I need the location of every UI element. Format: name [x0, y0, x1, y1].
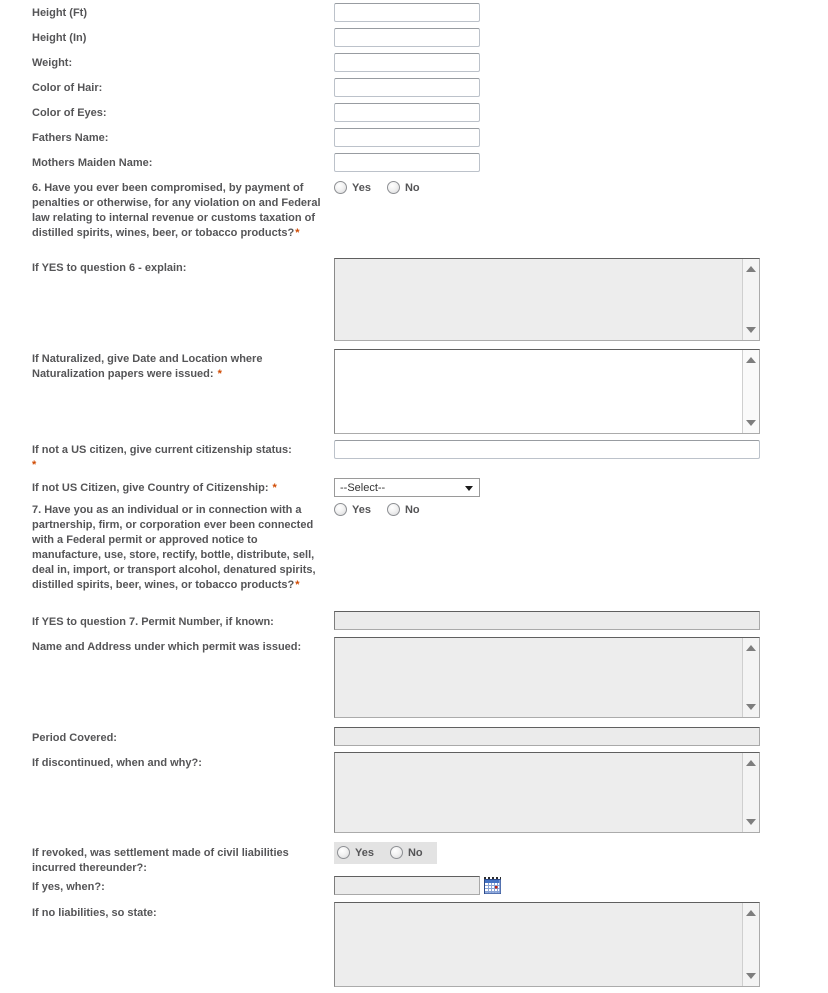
vertical-scrollbar	[742, 753, 759, 832]
mothers-maiden-name-label: Mothers Maiden Name:	[32, 157, 153, 169]
scroll-up-arrow-icon	[746, 760, 756, 766]
scroll-down-arrow-icon[interactable]	[746, 420, 756, 426]
scroll-up-arrow-icon	[746, 645, 756, 651]
revoked-no-radio	[390, 846, 403, 859]
period-covered-label: Period Covered:	[32, 732, 117, 744]
q7-radio-group	[334, 503, 436, 516]
eye-color-label: Color of Eyes:	[32, 107, 107, 119]
q6-no-radio[interactable]	[387, 181, 400, 194]
revoked-settlement-label: If revoked, was settlement made of civil liabilities incurred thereunder?:	[32, 847, 289, 874]
q7-no-radio[interactable]	[387, 503, 400, 516]
naturalization-label: If Naturalized, give Date and Location where Naturalization papers were issued: *	[32, 353, 263, 380]
permit-name-address-label: Name and Address under which permit was issued:	[32, 641, 302, 653]
eye-color-input[interactable]	[334, 103, 480, 122]
vertical-scrollbar	[742, 903, 759, 986]
vertical-scrollbar[interactable]	[742, 350, 759, 433]
height-ft-label: Height (Ft)	[32, 7, 87, 19]
q6-explain-label: If YES to question 6 - explain:	[32, 262, 187, 274]
no-liabilities-textarea	[334, 902, 760, 987]
country-citizenship-select[interactable]	[334, 478, 480, 497]
question-7-label: 7. Have you as an individual or in connection with a partnership, firm, or corporation ever been connected with a Federal permit or approved notice to manufacture, use, store, rectify, bottle, distribute, sell, deal in, import, or transport alcohol, denatured spirits, distilled spirits, beer, wines, or tobacco products?*	[32, 504, 316, 591]
q7-no-label: No	[404, 503, 420, 516]
height-ft-input[interactable]	[334, 3, 480, 22]
q6-radio-group	[334, 181, 436, 194]
q7-yes-radio[interactable]	[334, 503, 347, 516]
citizenship-status-input[interactable]	[334, 440, 760, 459]
fathers-name-label: Fathers Name:	[32, 132, 109, 144]
q7-yes-label: Yes	[352, 503, 371, 516]
period-covered-input	[334, 727, 760, 746]
naturalization-textarea[interactable]	[334, 349, 760, 434]
scroll-up-arrow-icon[interactable]	[746, 357, 756, 363]
scroll-down-arrow-icon	[746, 704, 756, 710]
select-value: --Select--	[340, 482, 386, 494]
height-in-label: Height (In)	[32, 32, 87, 44]
question-6-label: 6. Have you ever been compromised, by payment of penalties or otherwise, for any violation on and Federal law relating to internal revenue or customs taxation of distilled spirits, wines, beer, or tobacco products?*	[32, 182, 321, 239]
calendar-icon[interactable]	[484, 877, 502, 895]
country-citizenship-label: If not US Citizen, give Country of Citizenship: *	[32, 482, 277, 494]
scroll-up-arrow-icon	[746, 266, 756, 272]
fathers-name-input[interactable]	[334, 128, 480, 147]
weight-input[interactable]	[334, 53, 480, 72]
weight-label: Weight:	[32, 57, 73, 69]
q6-yes-radio[interactable]	[334, 181, 347, 194]
hair-color-input[interactable]	[334, 78, 480, 97]
permit-name-address-textarea	[334, 637, 760, 718]
q6-no-label: No	[404, 181, 420, 194]
scroll-down-arrow-icon	[746, 973, 756, 979]
no-liabilities-label: If no liabilities, so state:	[32, 907, 157, 919]
citizenship-status-label: If not a US citizen, give current citizenship status: *	[32, 444, 292, 471]
scroll-down-arrow-icon	[746, 819, 756, 825]
disabled-radio-strip	[334, 842, 437, 864]
mothers-maiden-name-input[interactable]	[334, 153, 480, 172]
revoked-yes-label: Yes	[355, 846, 374, 859]
if-yes-when-input	[334, 876, 480, 895]
q6-yes-label: Yes	[352, 181, 371, 194]
discontinued-textarea	[334, 752, 760, 833]
scroll-up-arrow-icon	[746, 910, 756, 916]
discontinued-label: If discontinued, when and why?:	[32, 757, 202, 769]
revoked-no-label: No	[407, 846, 423, 859]
height-in-input[interactable]	[334, 28, 480, 47]
revoked-radio-group	[334, 842, 437, 864]
permit-number-label: If YES to question 7. Permit Number, if known:	[32, 616, 274, 628]
permit-number-input	[334, 611, 760, 630]
q6-explain-textarea	[334, 258, 760, 341]
hair-color-label: Color of Hair:	[32, 82, 103, 94]
vertical-scrollbar	[742, 259, 759, 340]
vertical-scrollbar	[742, 638, 759, 717]
if-yes-when-label: If yes, when?:	[32, 881, 105, 893]
revoked-yes-radio	[337, 846, 350, 859]
dropdown-arrow-icon	[465, 486, 473, 491]
scroll-down-arrow-icon	[746, 327, 756, 333]
